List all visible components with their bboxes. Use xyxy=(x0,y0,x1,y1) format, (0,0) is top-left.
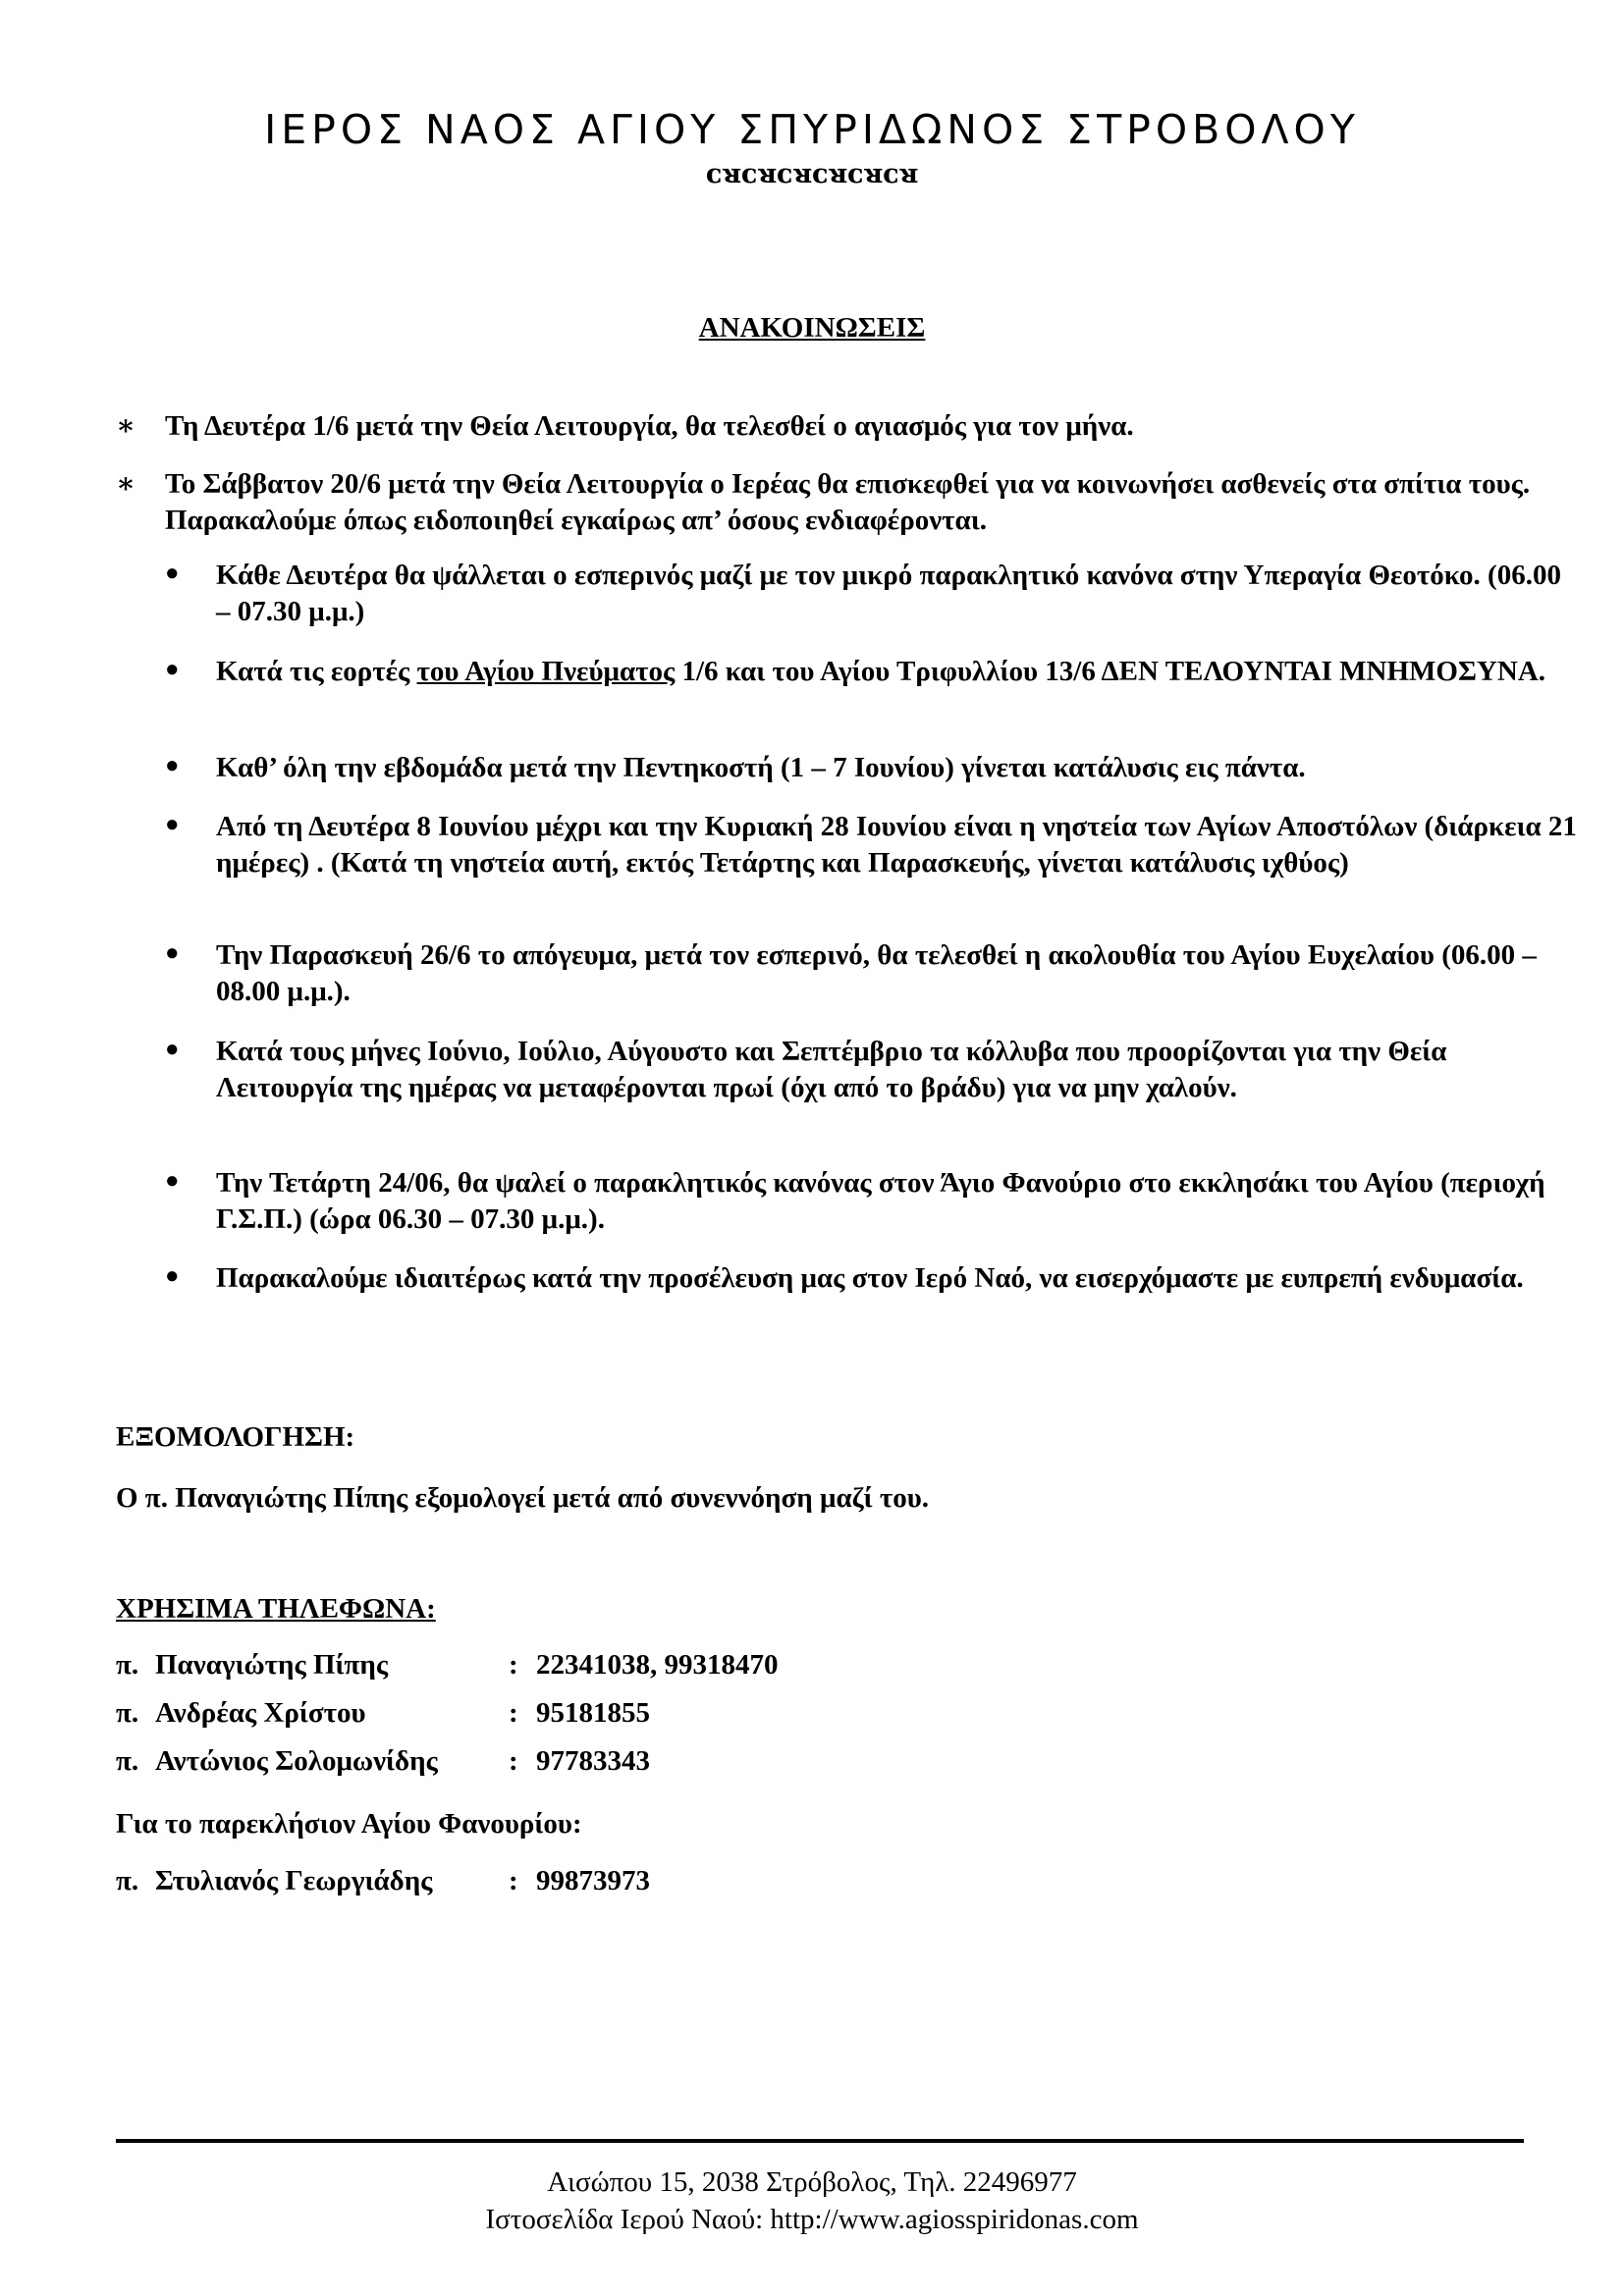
bullet-marker: ● xyxy=(165,753,180,778)
announcement-item xyxy=(116,466,1559,539)
bullet-text: Καθ’ όλη την εβδομάδα μετά την Πεντηκοστή (1 – 7 Ιουνίου) γίνεται κατάλυσις εις πάντα. xyxy=(216,752,1306,783)
bullet-item xyxy=(165,750,1579,786)
footer-website: Ιστοσελίδα Ιερού Ναού: http://www.agiosspiridonas.com xyxy=(485,2204,1139,2235)
bullet-marker: ● xyxy=(165,812,180,837)
church-title: ΙΕΡΟΣ ΝΑΟΣ ΑΓΙΟΥ ΣΠΥΡΙΔΩΝΟΣ ΣΤΡΟΒΟΛΟΥ xyxy=(264,106,1360,153)
phone-number: 97783343 xyxy=(536,1745,650,1777)
priest-name: Αντώνιος Σολομωνίδης xyxy=(155,1745,438,1777)
bullet-marker: ● xyxy=(165,1037,180,1062)
bullet-marker: ● xyxy=(165,1263,180,1289)
phone-entry: π. Παναγιώτης Πίπης : 22341038, 99318470 xyxy=(116,1649,779,1681)
announcement-item xyxy=(116,408,1559,445)
bullet-marker: ● xyxy=(165,1168,180,1194)
bullet-item xyxy=(165,1034,1579,1106)
bullet-item xyxy=(165,1260,1579,1297)
phone-number: 99873973 xyxy=(536,1865,650,1896)
priest-name: Στυλιανός Γεωργιάδης xyxy=(155,1865,433,1896)
underlined-feast: του Αγίου Πνεύματος xyxy=(416,656,676,687)
phone-entry: π. Στυλιανός Γεωργιάδης : 99873973 xyxy=(116,1865,650,1896)
bullet-text: Την Τετάρτη 24/06, θα ψαλεί ο παρακλητικός κανόνας στον Άγιο Φανούριο στο εκκλησάκι του Αγίου (περιοχή Γ.Σ.Π.) (ώρα 06.30 – 07.30 μ.μ.). xyxy=(216,1167,1545,1235)
bullet-item xyxy=(165,1165,1579,1238)
phone-number: 95181855 xyxy=(536,1697,650,1729)
bullet-marker: ● xyxy=(165,657,180,682)
priest-name: Ανδρέας Χρίστου xyxy=(155,1697,366,1729)
phones-heading: ΧΡΗΣΙΜΑ ΤΗΛΕΦΩΝΑ: xyxy=(116,1593,436,1625)
bullet-text: Την Παρασκευή 26/6 το απόγευμα, μετά τον εσπερινό, θα τελεσθεί η ακολουθία του Αγίου Ευχελαίου (06.00 – 08.00 μ.μ.). xyxy=(216,939,1537,1007)
bullet-item xyxy=(165,654,1579,690)
footer-address: Αισώπου 15, 2038 Στρόβολος, Τηλ. 22496977 xyxy=(547,2166,1077,2198)
bullet-text: Παρακαλούμε ιδιαιτέρως κατά την προσέλευση μας στον Ιερό Ναό, να εισερχόμαστε με ευπρεπή ενδυμασία. xyxy=(216,1262,1524,1294)
priest-name: Παναγιώτης Πίπης xyxy=(155,1649,389,1681)
asterisk-marker: ∗ xyxy=(116,468,136,500)
bullet-text: Από τη Δευτέρα 8 Ιουνίου μέχρι και την Κυριακή 28 Ιουνίου είναι η νηστεία των Αγίων Αποστόλων (διάρκεια 21 ημέρες) . (Κατά τη νηστεία αυτή, εκτός Τετάρτης και Παρασκευής, γίνεται κατάλυσις ιχθύος) xyxy=(216,811,1577,879)
title-ornament: ᴄᴚᴄᴚᴄᴚᴄᴚᴄᴚᴄᴚ xyxy=(705,159,919,189)
phone-entry: π. Αντώνιος Σολομωνίδης : 97783343 xyxy=(116,1745,650,1777)
confession-heading: ΕΞΟΜΟΛΟΓΗΣΗ: xyxy=(116,1421,355,1453)
bullet-marker: ● xyxy=(165,940,180,966)
footer-divider xyxy=(116,2139,1524,2143)
bullet-text: Κάθε Δευτέρα θα ψάλλεται ο εσπερινός μαζί με τον μικρό παρακλητικό κανόνα στην Υπεραγία Θεοτόκο. (06.00 – 07.30 μ.μ.) xyxy=(216,560,1561,627)
announcement-text: Το Σάββατον 20/6 μετά την Θεία Λειτουργία ο Ιερέας θα επισκεφθεί για να κοινωνήσει ασθενείς στα σπίτια τους. Παρακαλούμε όπως ειδοποιηθεί εγκαίρως απ’ όσους ενδιαφέρονται. xyxy=(165,468,1531,536)
confession-text: Ο π. Παναγιώτης Πίπης εξομολογεί μετά από συνεννόηση μαζί του. xyxy=(116,1482,930,1514)
announcement-text: Τη Δευτέρα 1/6 μετά την Θεία Λειτουργία, θα τελεσθεί ο αγιασμός για τον μήνα. xyxy=(165,410,1134,442)
chapel-heading: Για το παρεκλήσιον Αγίου Φανουρίου: xyxy=(116,1808,582,1840)
bullet-marker: ● xyxy=(165,561,180,586)
bullet-item xyxy=(165,558,1579,630)
bullet-text: Κατά τις εορτές του Αγίου Πνεύματος 1/6 και του Αγίου Τριφυλλίου 13/6 ΔΕΝ ΤΕΛΟΥΝΤΑΙ ΜΝΗΜΟΣΥΝΑ. xyxy=(216,656,1546,687)
announcements-heading: ΑΝΑΚΟΙΝΩΣΕΙΣ xyxy=(698,312,926,344)
phone-entry: π. Ανδρέας Χρίστου : 95181855 xyxy=(116,1697,650,1729)
bullet-item xyxy=(165,937,1579,1010)
bullet-text: Κατά τους μήνες Ιούνιο, Ιούλιο, Αύγουστο και Σεπτέμβριο τα κόλλυβα που προορίζονται για την Θεία Λειτουργία της ημέρας να μεταφέρονται πρωί (όχι από το βράδυ) για να μην χαλούν. xyxy=(216,1036,1447,1103)
phone-number: 22341038, 99318470 xyxy=(536,1649,779,1681)
bullet-item xyxy=(165,809,1579,881)
asterisk-marker: ∗ xyxy=(116,410,136,442)
